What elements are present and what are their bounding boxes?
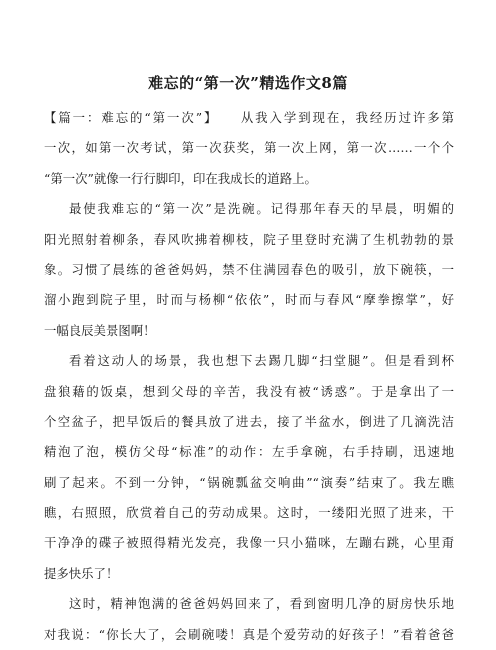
text-line: 提多快乐了！ (44, 565, 119, 581)
text-line: 刷了起来。不到一分钟，“锅碗瓢盆交响曲”“演奏”结束了。我左瞧 (44, 474, 454, 490)
text-line: 对我说：“你长大了，会刷碗喽！真是个爱劳动的好孩子！”看着爸爸 (44, 626, 454, 642)
document-body (44, 103, 454, 650)
text-line: 干净净的碟子被照得精光发亮，我像一只小猫咪，左蹦右跳，心里甭 (44, 535, 454, 551)
text-line: 盘狼藉的饭桌，想到父母的辛苦，我没有被“诱惑”。于是拿出了一 (44, 383, 454, 399)
text-line: 阳光照射着柳条，春风吹拂着柳枝，院子里登时充满了生机勃勃的景 (44, 231, 454, 247)
text-line: 【篇一：难忘的“第一次”】 从我入学到现在，我经历过许多第 (44, 110, 454, 125)
text-line: 一次，如第一次考试，第一次获奖，第一次上网，第一次……一个个 (44, 140, 454, 156)
text-line: 这时，精神饱满的爸爸妈妈回来了，看到窗明几净的厨房快乐地 (69, 596, 454, 612)
text-line: 精泡了泡，模仿父母“标准”的动作：左手拿碗，右手持刷，迅速地 (44, 444, 454, 460)
text-line: 个空盆子，把早饭后的餐具放了进去，接了半盆水，倒进了几滴洗洁 (44, 413, 454, 429)
text-line: 一幅良辰美景图啊！ (44, 322, 156, 338)
text-line: 最使我难忘的“第一次”是洗碗。记得那年春天的早晨，明媚的 (69, 201, 454, 217)
text-line: 看着这动人的场景，我也想下去踢几脚“扫堂腿”。但是看到杯 (69, 353, 454, 369)
text-line: 溜小跑到院子里，时而与杨柳“依依”，时而与春风“摩拳擦掌”，好 (44, 292, 454, 308)
document-title: 难忘的“第一次”精选作文8篇 (148, 74, 348, 92)
text-line: 瞧，右照照，欣赏着自己的劳动成果。这时，一缕阳光照了进来，干 (44, 505, 454, 521)
text-line: 象。习惯了晨练的爸爸妈妈，禁不住满园春色的吸引，放下碗筷，一 (44, 261, 454, 277)
text-line: “第一次”就像一行行脚印，印在我成长的道路上。 (44, 170, 317, 186)
